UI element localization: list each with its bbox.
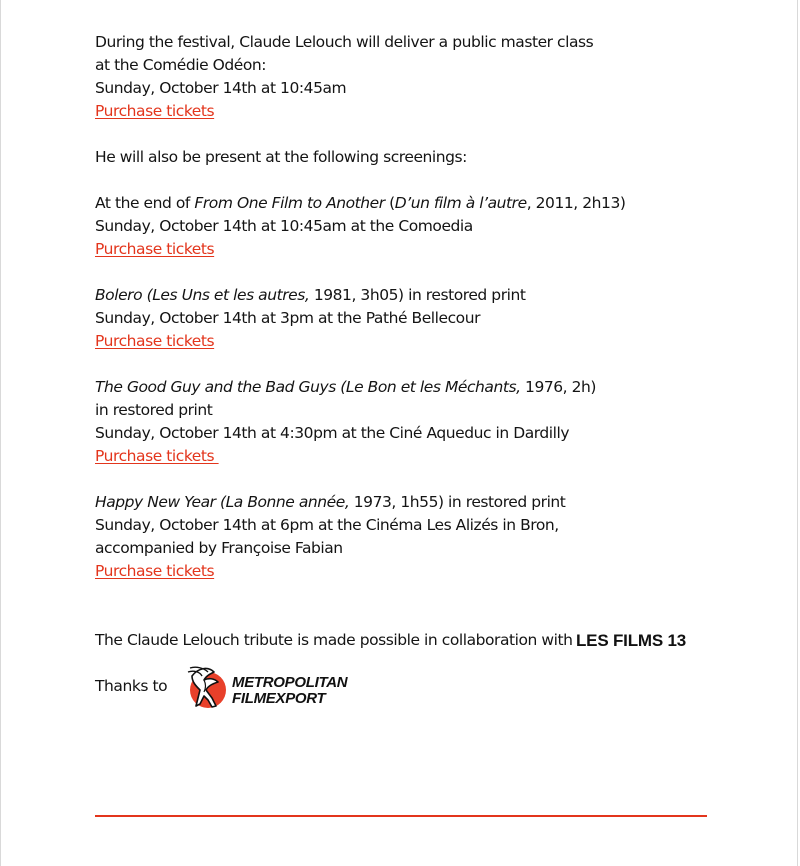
metropolitan-logo-line2: FILMEXPORT	[232, 690, 326, 707]
screening1-date: Sunday, October 14th at 10:45am at the Comoedia	[95, 217, 473, 235]
screening4-date: Sunday, October 14th at 6pm at the Cinéma Les Alizés in Bron,	[95, 516, 559, 534]
spacer	[95, 261, 735, 284]
purchase-tickets-link-screening3[interactable]: Purchase tickets	[95, 447, 219, 465]
screening2-date: Sunday, October 14th at 3pm at the Pathé Bellecour	[95, 309, 480, 327]
spacer	[95, 468, 735, 491]
screening1-title-line	[95, 192, 735, 215]
screening1-details: , 2011, 2h13)	[526, 194, 626, 212]
screening3-title-line	[95, 376, 735, 399]
screening4-title: Happy New Year (La Bonne année,	[95, 493, 350, 511]
tribute-text: The Claude Lelouch tribute is made possible in collaboration with	[95, 631, 573, 649]
screening2-details: 1981, 3h05) in restored print	[309, 286, 526, 304]
master-class-line1: During the festival, Claude Lelouch will deliver a public master class	[95, 33, 594, 51]
screening4-details: 1973, 1h55) in restored print	[349, 493, 566, 511]
screening1-title-en: From One Film to Another	[194, 194, 385, 212]
purchase-tickets-link-master-class[interactable]: Purchase tickets	[95, 102, 215, 120]
screening4-line3: accompanied by Françoise Fabian	[95, 539, 343, 557]
screening2-title: Bolero (Les Uns et les autres,	[95, 286, 310, 304]
footer-divider	[95, 815, 707, 817]
purchase-tickets-link-screening2[interactable]: Purchase tickets	[95, 332, 215, 350]
master-class-line2: at the Comédie Odéon:	[95, 56, 267, 74]
screening2-title-line	[95, 284, 735, 307]
screening3-details: 1976, 2h)	[520, 378, 597, 396]
pegasus-icon	[188, 667, 226, 708]
spacer	[95, 123, 735, 146]
master-class-date: Sunday, October 14th at 10:45am	[95, 79, 347, 97]
article-body	[95, 31, 735, 583]
screening4-title-line	[95, 491, 735, 514]
screening3-title: The Good Guy and the Bad Guys (Le Bon et les Méchants,	[95, 378, 521, 396]
metropolitan-logo-line1: METROPOLITAN	[232, 674, 348, 691]
screening3-line2: in restored print	[95, 401, 213, 419]
purchase-tickets-link-screening4[interactable]: Purchase tickets	[95, 562, 215, 580]
screenings-intro: He will also be present at the following screenings:	[95, 148, 467, 166]
screening3-date: Sunday, October 14th at 4:30pm at the Ciné Aqueduc in Dardilly	[95, 424, 570, 442]
screening1-prefix: At the end of	[95, 194, 195, 212]
purchase-tickets-link-screening1[interactable]: Purchase tickets	[95, 240, 215, 258]
spacer	[95, 169, 735, 192]
les-films-13-logo: LES FILMS 13	[576, 631, 687, 650]
screening1-paren: (	[384, 194, 395, 212]
thanks-text: Thanks to	[95, 677, 168, 695]
spacer	[95, 353, 735, 376]
screening1-title-fr: D’un film à l’autre	[394, 194, 527, 212]
